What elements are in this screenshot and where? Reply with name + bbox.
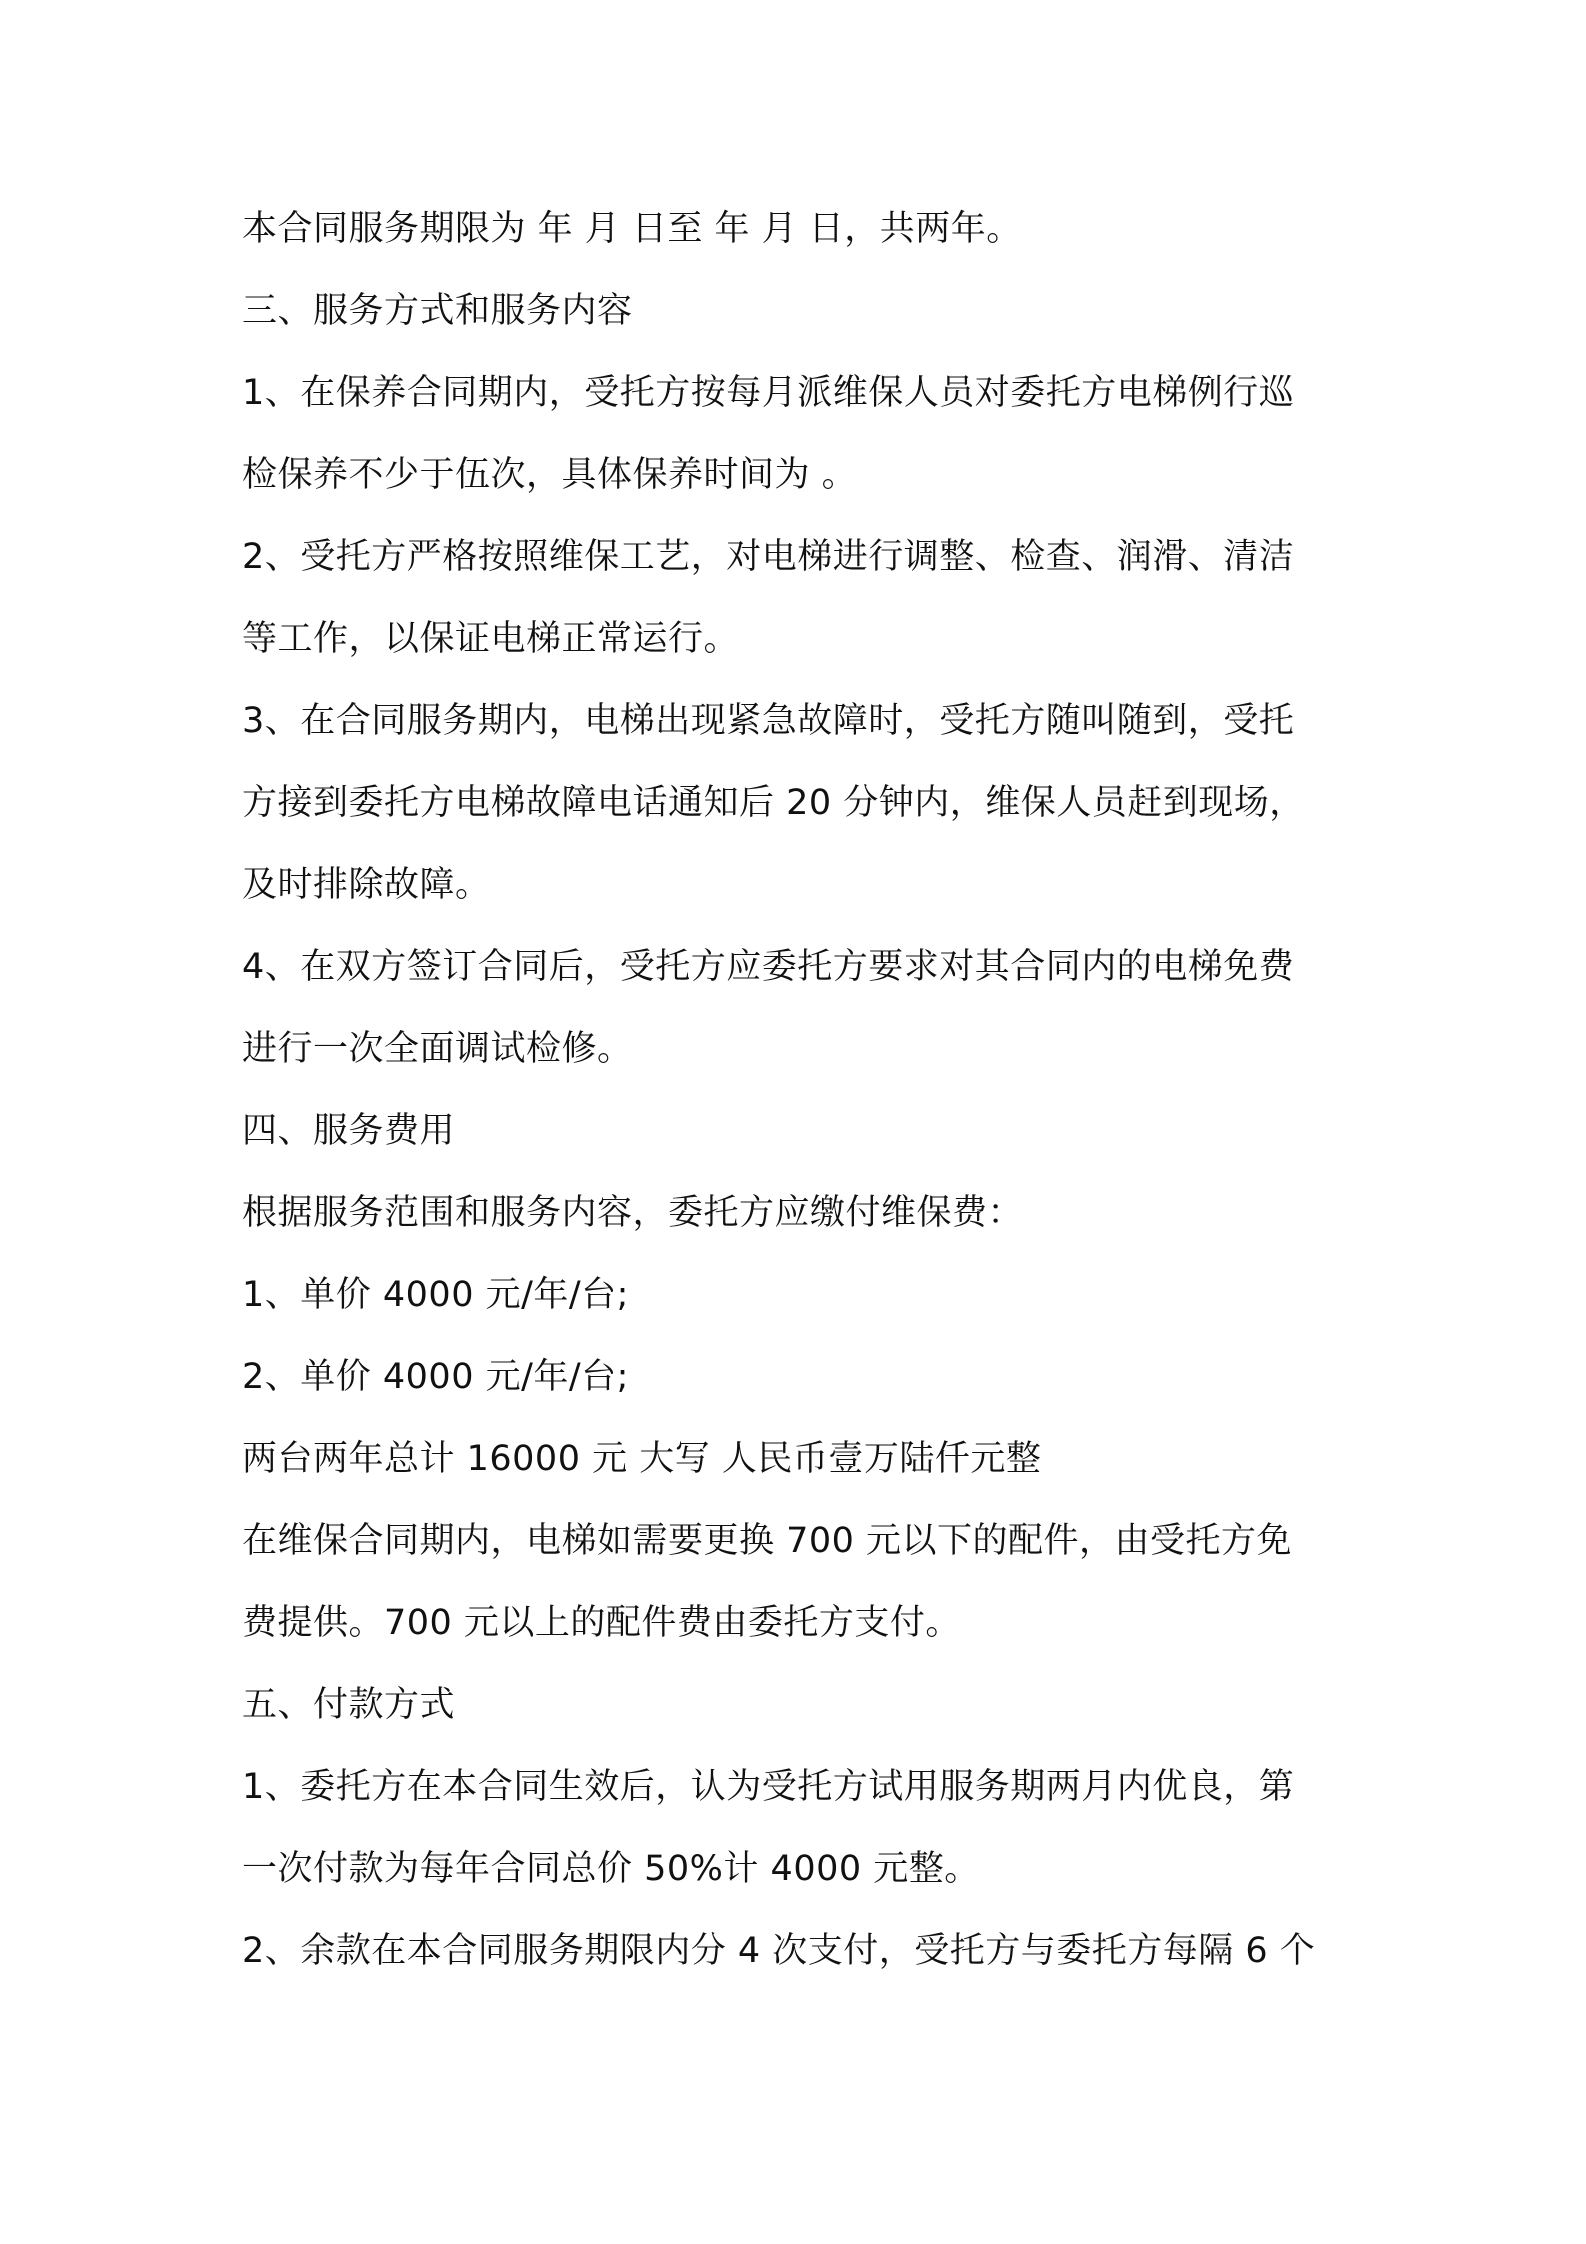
parts-clause-line-2: 费提供。700 元以上的配件费由委托方支付。 [242,1603,961,1643]
fee-intro-line: 根据服务范围和服务内容，委托方应缴付维保费： [242,1193,1024,1233]
fee-item-2: 2、单价 4000 元/年/台; [242,1357,629,1397]
clause-3-3-line-3: 及时排除故障。 [242,865,491,905]
clause-3-3-line-2: 方接到委托方电梯故障电话通知后 20 分钟内，维保人员赶到现场， [242,783,1305,823]
clause-3-1-line-1: 1、在保养合同期内，受托方按每月派维保人员对委托方电梯例行巡 [242,373,1295,413]
clause-3-2-line-1: 2、受托方严格按照维保工艺，对电梯进行调整、检查、润滑、清洁 [242,537,1295,577]
section-three-heading: 三、服务方式和服务内容 [242,291,633,331]
section-four-heading: 四、服务费用 [242,1111,456,1151]
clause-3-3-line-1: 3、在合同服务期内，电梯出现紧急故障时，受托方随叫随到，受托 [242,701,1295,741]
payment-clause-1-line-2: 一次付款为每年合同总价 50%计 4000 元整。 [242,1849,980,1889]
fee-total-line: 两台两年总计 16000 元 大写 人民币壹万陆仟元整 [242,1439,1042,1479]
clause-3-4-line-1: 4、在双方签订合同后，受托方应委托方要求对其合同内的电梯免费 [242,947,1295,987]
clause-3-2-line-2: 等工作，以保证电梯正常运行。 [242,619,740,659]
clause-3-1-line-2: 检保养不少于伍次，具体保养时间为 。 [242,455,858,495]
service-term-line: 本合同服务期限为 年 月 日至 年 月 日，共两年。 [242,209,1022,249]
fee-item-1: 1、单价 4000 元/年/台; [242,1275,629,1315]
parts-clause-line-1: 在维保合同期内，电梯如需要更换 700 元以下的配件，由受托方免 [242,1521,1293,1561]
clause-3-4-line-2: 进行一次全面调试检修。 [242,1029,633,1069]
section-five-heading: 五、付款方式 [242,1685,456,1725]
payment-clause-1-line-1: 1、委托方在本合同生效后，认为受托方试用服务期两月内优良，第 [242,1767,1295,1807]
payment-clause-2-line-1: 2、余款在本合同服务期限内分 4 次支付，受托方与委托方每隔 6 个 [242,1931,1316,1971]
